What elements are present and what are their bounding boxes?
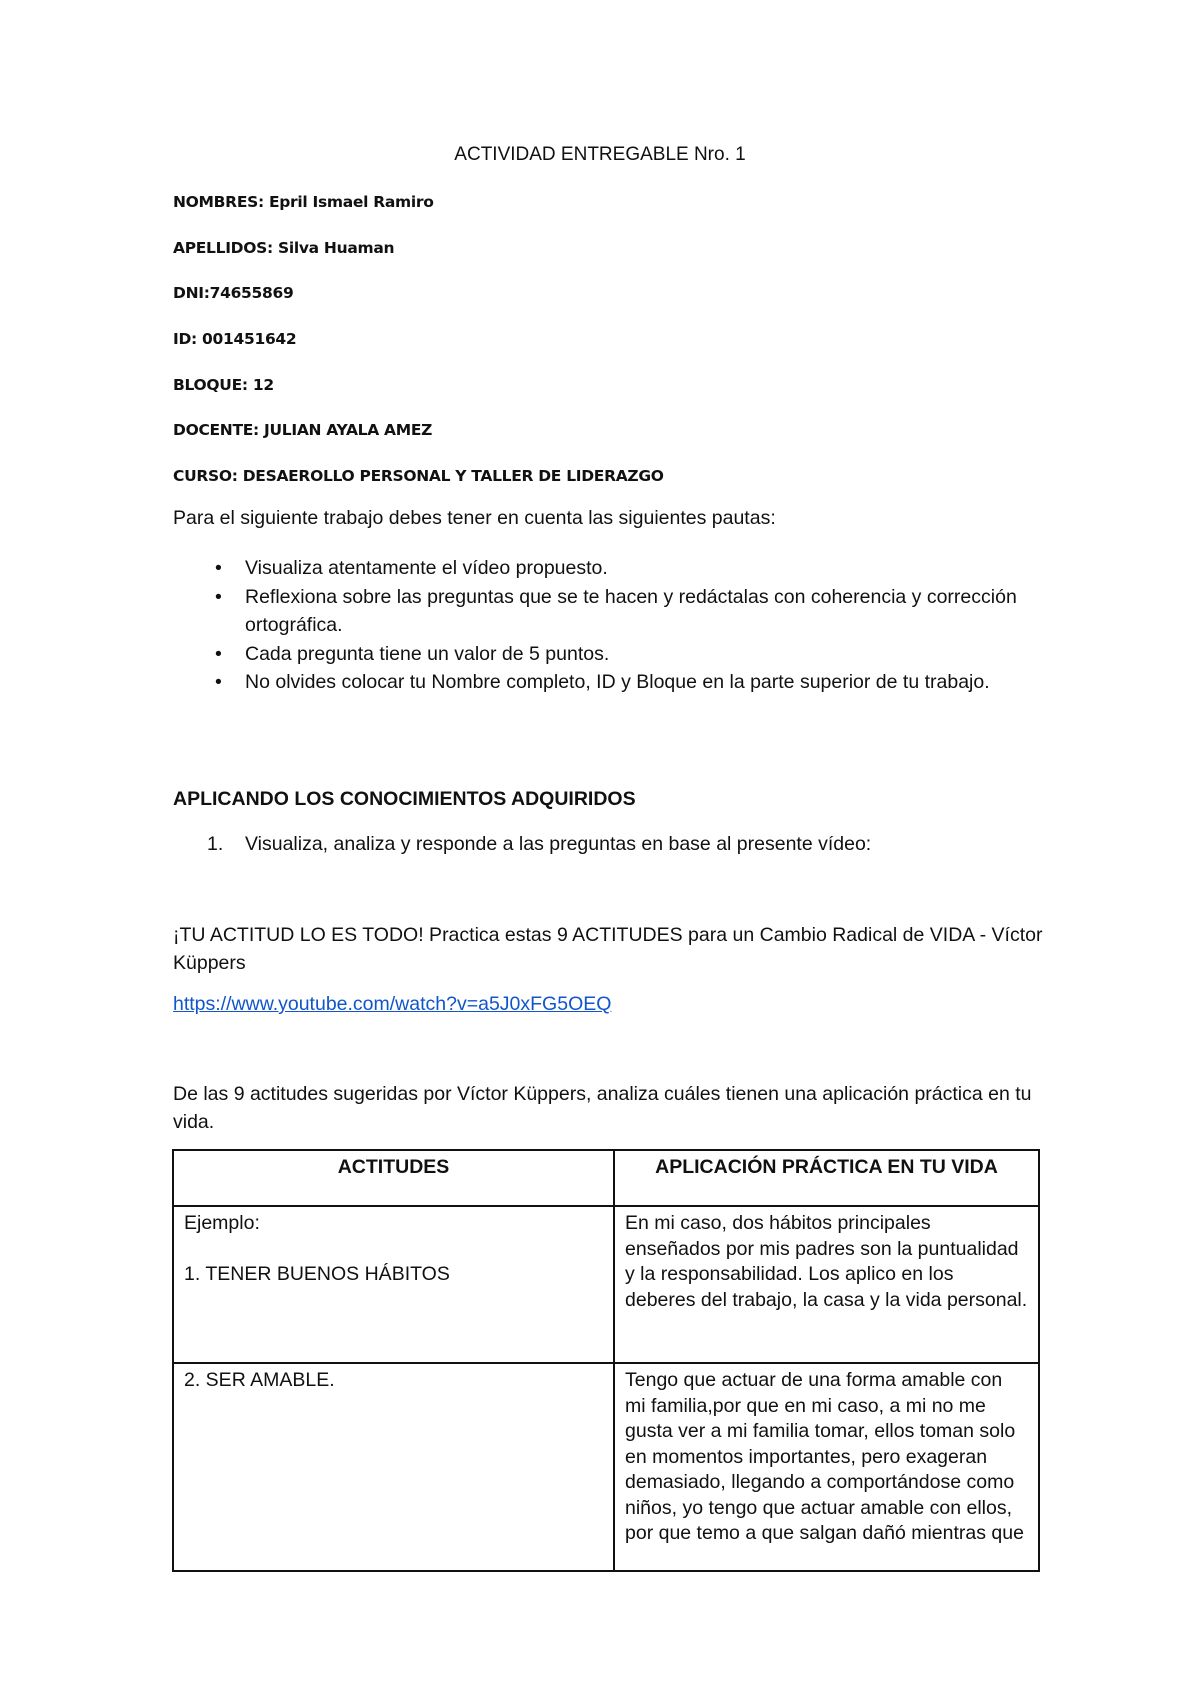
table-cell-application bbox=[614, 1363, 1039, 1571]
example-attitude: 1. TENER BUENOS HÁBITOS bbox=[184, 1262, 450, 1285]
instructions-list bbox=[173, 554, 1043, 697]
list-item-text: Cada pregunta tiene un valor de 5 puntos. bbox=[245, 642, 610, 665]
row2-attitude: 2. SER AMABLE. bbox=[184, 1369, 335, 1391]
table-row bbox=[173, 1363, 1039, 1571]
document-title: ACTIVIDAD ENTREGABLE Nro. 1 bbox=[454, 144, 746, 165]
example-label: Ejemplo: bbox=[184, 1212, 260, 1234]
list-item bbox=[173, 554, 1043, 583]
table-header-row bbox=[173, 1150, 1039, 1206]
list-item bbox=[173, 640, 1043, 669]
table-cell-attitude bbox=[173, 1363, 614, 1571]
numbered-item-number: 1. bbox=[207, 833, 224, 855]
analysis-prompt: De las 9 actitudes sugeridas por Víctor Küppers, analiza cuáles tienen una aplicación práctica en tu vida. bbox=[173, 1083, 1032, 1133]
bullet-icon: • bbox=[215, 642, 222, 665]
row2-application: Tengo que actuar de una forma amable con mi familia,por que en mi caso, a mi no me gusta ver a mi familia tomar, ellos toman solo en momentos importantes, pero exageran demasiado, llegando a comportándose como niños, yo tengo que actuar amable con ellos, por que temo a que salgan dañó mientras que bbox=[625, 1369, 1024, 1544]
table-cell-attitude bbox=[173, 1206, 614, 1363]
column-header-attitudes: ACTITUDES bbox=[173, 1150, 614, 1206]
example-application: En mi caso, dos hábitos principales enseñados por mis padres son la puntualidad y la responsabilidad. Los aplico en los deberes del trabajo, la casa y la vida personal. bbox=[625, 1212, 1028, 1311]
list-item-text: Reflexiona sobre las preguntas que se te hacen y redáctalas con coherencia y corrección ortográfica. bbox=[245, 585, 1017, 636]
field-nombres: NOMBRES: Epril Ismael Ramiro bbox=[173, 193, 434, 211]
table-row bbox=[173, 1206, 1039, 1363]
video-link[interactable]: https://www.youtube.com/watch?v=a5J0xFG5OEQ bbox=[173, 993, 612, 1015]
column-header-application: APLICACIÓN PRÁCTICA EN TU VIDA bbox=[614, 1150, 1039, 1206]
bullet-icon: • bbox=[215, 585, 222, 608]
list-item bbox=[173, 583, 1043, 640]
bullet-icon: • bbox=[215, 671, 222, 693]
field-id: ID: 001451642 bbox=[173, 330, 297, 348]
table-cell-application bbox=[614, 1206, 1039, 1363]
numbered-item-text: Visualiza, analiza y responde a las preguntas en base al presente vídeo: bbox=[245, 833, 872, 855]
list-item-text: No olvides colocar tu Nombre completo, ID y Bloque en la parte superior de tu trabajo. bbox=[245, 671, 990, 693]
bullet-icon: • bbox=[215, 557, 222, 579]
field-docente: DOCENTE: JULIAN AYALA AMEZ bbox=[173, 421, 433, 439]
list-item bbox=[173, 668, 1043, 697]
video-title: ¡TU ACTITUD LO ES TODO! Practica estas 9 ACTITUDES para un Cambio Radical de VIDA - Víctor Küppers bbox=[173, 924, 1043, 974]
list-item-text: Visualiza atentamente el vídeo propuesto. bbox=[245, 557, 608, 579]
field-apellidos: APELLIDOS: Silva Huaman bbox=[173, 239, 395, 257]
field-dni: DNI:74655869 bbox=[173, 284, 294, 302]
field-bloque: BLOQUE: 12 bbox=[173, 376, 274, 394]
field-curso: CURSO: DESAEROLLO PERSONAL Y TALLER DE LIDERAZGO bbox=[173, 467, 664, 485]
section-heading: APLICANDO LOS CONOCIMIENTOS ADQUIRIDOS bbox=[173, 788, 636, 810]
cell-spacer bbox=[184, 1237, 603, 1262]
instructions-intro: Para el siguiente trabajo debes tener en cuenta las siguientes pautas: bbox=[173, 507, 776, 529]
attitudes-table bbox=[172, 1149, 1040, 1572]
